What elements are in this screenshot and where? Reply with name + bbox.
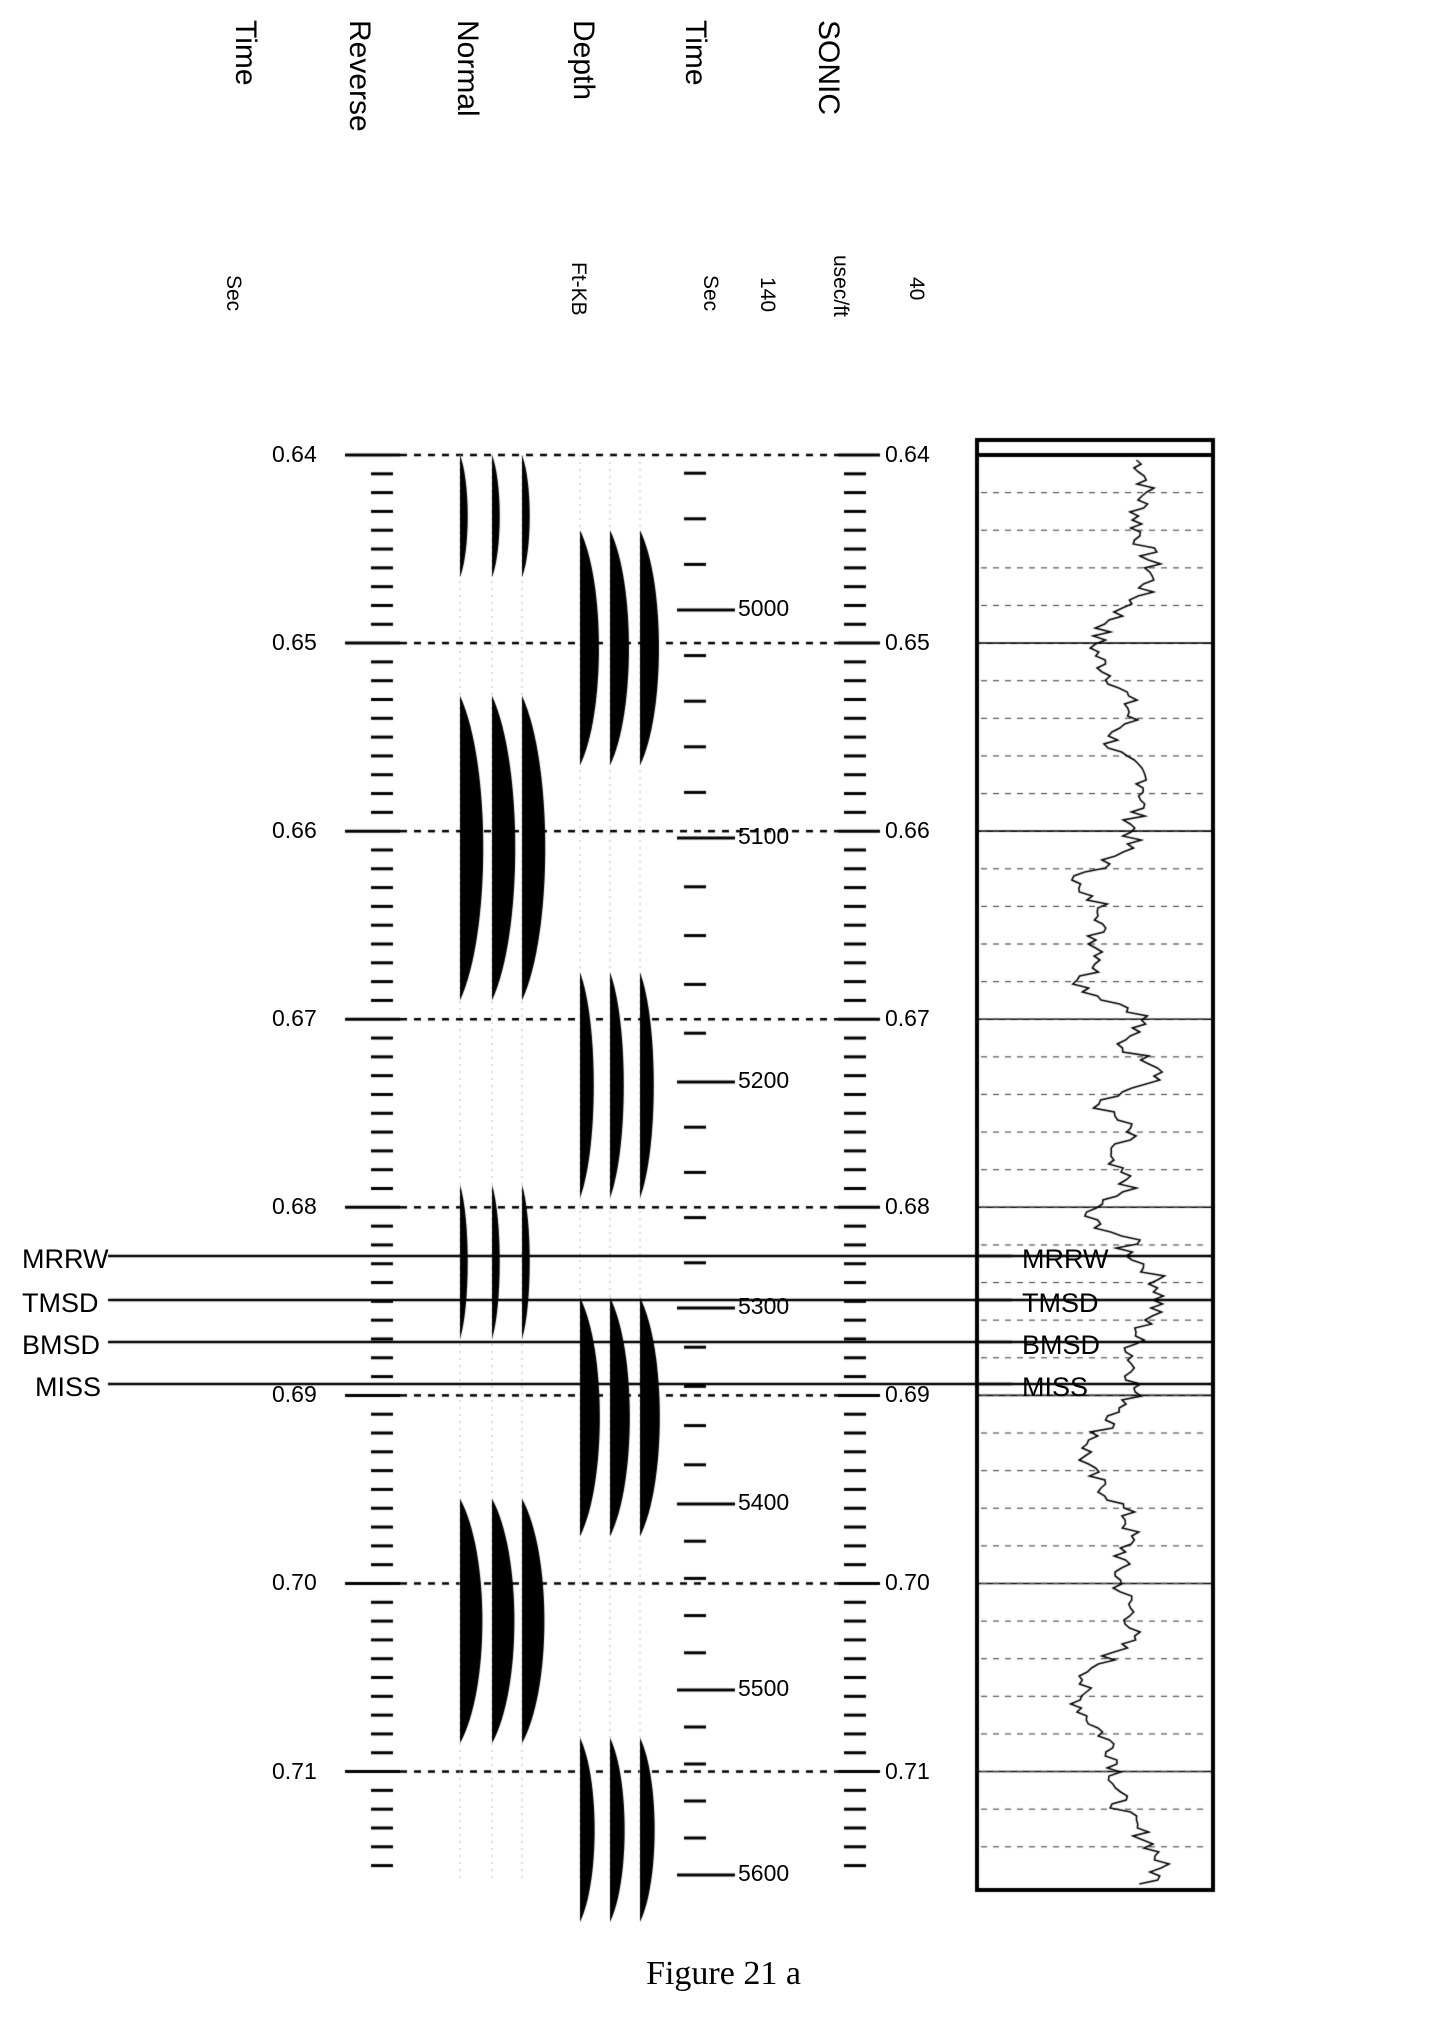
time-right-tick-7: 0.71 [885, 1757, 930, 1784]
marker-left-mrrw: MRRW [22, 1244, 109, 1274]
time-right-tick-5: 0.69 [885, 1381, 930, 1408]
time-left-tick-7: 0.71 [272, 1757, 317, 1784]
time-right-tick-2: 0.66 [885, 817, 930, 844]
marker-right-mrrw: MRRW [1022, 1244, 1109, 1274]
depth-tick-4: 5400 [738, 1489, 790, 1515]
time-left-tick-3: 0.67 [272, 1005, 317, 1032]
time-left-tick-2: 0.66 [272, 817, 317, 844]
time-left-tick-5: 0.69 [272, 1381, 317, 1408]
marker-right-bmsd: BMSD [1022, 1330, 1101, 1360]
depth-tick-0: 5000 [738, 595, 790, 621]
time-left-tick-6: 0.70 [272, 1569, 317, 1596]
time-left-tick-4: 0.68 [272, 1193, 317, 1220]
time-right-tick-4: 0.68 [885, 1193, 930, 1220]
depth-tick-6: 5600 [738, 1860, 790, 1886]
marker-left-tmsd: TMSD [22, 1288, 99, 1318]
marker-left-bmsd: BMSD [22, 1330, 101, 1360]
time-left-tick-0: 0.64 [272, 441, 317, 467]
time-right-tick-1: 0.65 [885, 629, 930, 656]
marker-right-tmsd: TMSD [1022, 1288, 1099, 1318]
figure-caption: Figure 21 a [646, 1955, 801, 1992]
time-right-tick-6: 0.70 [885, 1569, 930, 1596]
time-right-tick-3: 0.67 [885, 1005, 930, 1032]
depth-tick-1: 5100 [738, 823, 790, 849]
marker-right-miss: MISS [1022, 1372, 1089, 1402]
depth-tick-2: 5200 [738, 1067, 790, 1093]
time-left-tick-1: 0.65 [272, 629, 317, 656]
marker-left-miss: MISS [35, 1372, 102, 1402]
depth-tick-3: 5300 [738, 1293, 790, 1319]
depth-tick-5: 5500 [738, 1675, 790, 1701]
time-right-tick-0: 0.64 [885, 441, 930, 467]
